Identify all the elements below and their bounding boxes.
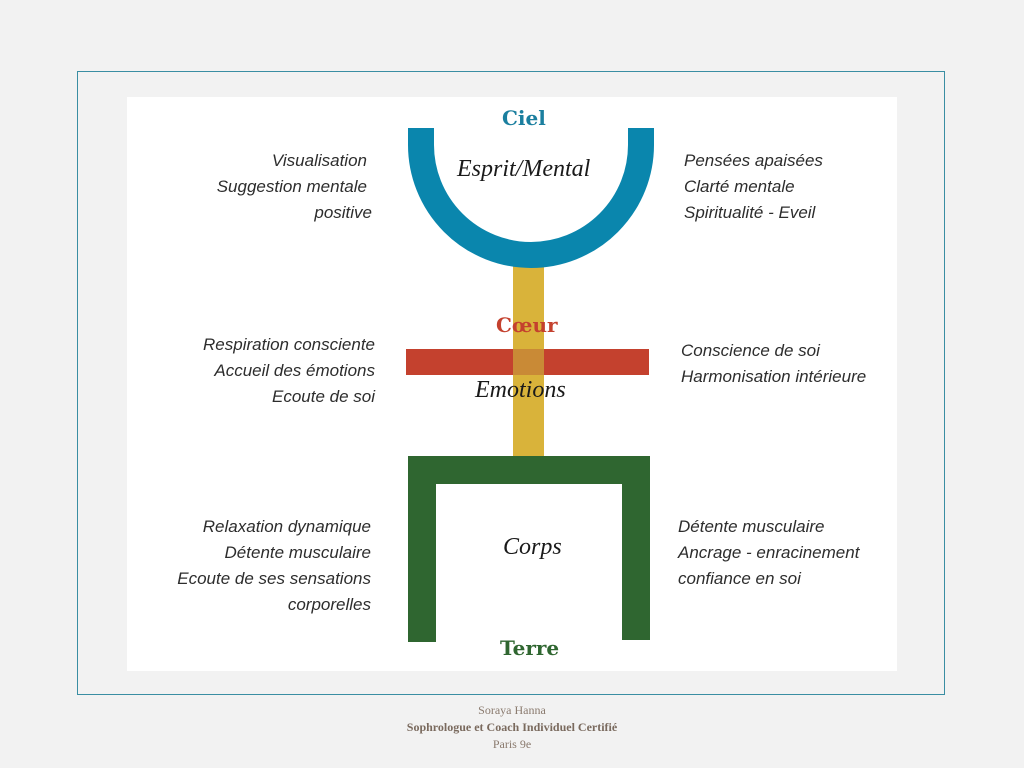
list-item: Harmonisation intérieure <box>681 367 867 386</box>
list-item: positive <box>314 203 372 222</box>
sky-right-list <box>684 148 823 226</box>
earth-left-list <box>177 514 371 618</box>
list-item: corporelles <box>287 595 371 614</box>
list-item: Pensées apaisées <box>684 151 823 170</box>
sky-left-list <box>217 148 372 226</box>
list-item: Relaxation dynamique <box>202 517 371 536</box>
list-item: Ancrage - enracinement <box>678 543 860 562</box>
list-item: Clarté mentale <box>684 177 795 196</box>
earth-title: Terre <box>500 636 560 660</box>
heart-title: Cœur <box>496 313 558 337</box>
list-item: Détente musculaire <box>224 543 371 562</box>
heart-label: Emotions <box>475 377 566 403</box>
sky-title: Ciel <box>502 106 546 130</box>
list-item: Spiritualité - Eveil <box>684 203 816 222</box>
footer-name: Soraya Hanna <box>478 703 546 717</box>
sky-label: Esprit/Mental <box>457 156 591 182</box>
list-item: confiance en soi <box>678 569 801 588</box>
list-item: Visualisation <box>271 151 367 170</box>
footer-location: Paris 9e <box>492 737 532 751</box>
heart-left-list <box>203 332 375 410</box>
list-item: Respiration consciente <box>203 335 375 354</box>
list-item: Suggestion mentale <box>216 177 367 196</box>
sky-cup <box>421 128 641 255</box>
footer-title: Sophrologue et Coach Individuel Certifié <box>406 720 618 734</box>
earth-right-list <box>678 514 859 592</box>
list-item: Détente musculaire <box>678 517 825 536</box>
list-item: Ecoute de ses sensations <box>177 569 371 588</box>
list-item: Conscience de soi <box>681 341 820 360</box>
list-item: Accueil des émotions <box>214 361 375 380</box>
earth-label: Corps <box>503 534 562 560</box>
heart-right-list <box>681 338 866 390</box>
list-item: Ecoute de soi <box>271 387 375 406</box>
